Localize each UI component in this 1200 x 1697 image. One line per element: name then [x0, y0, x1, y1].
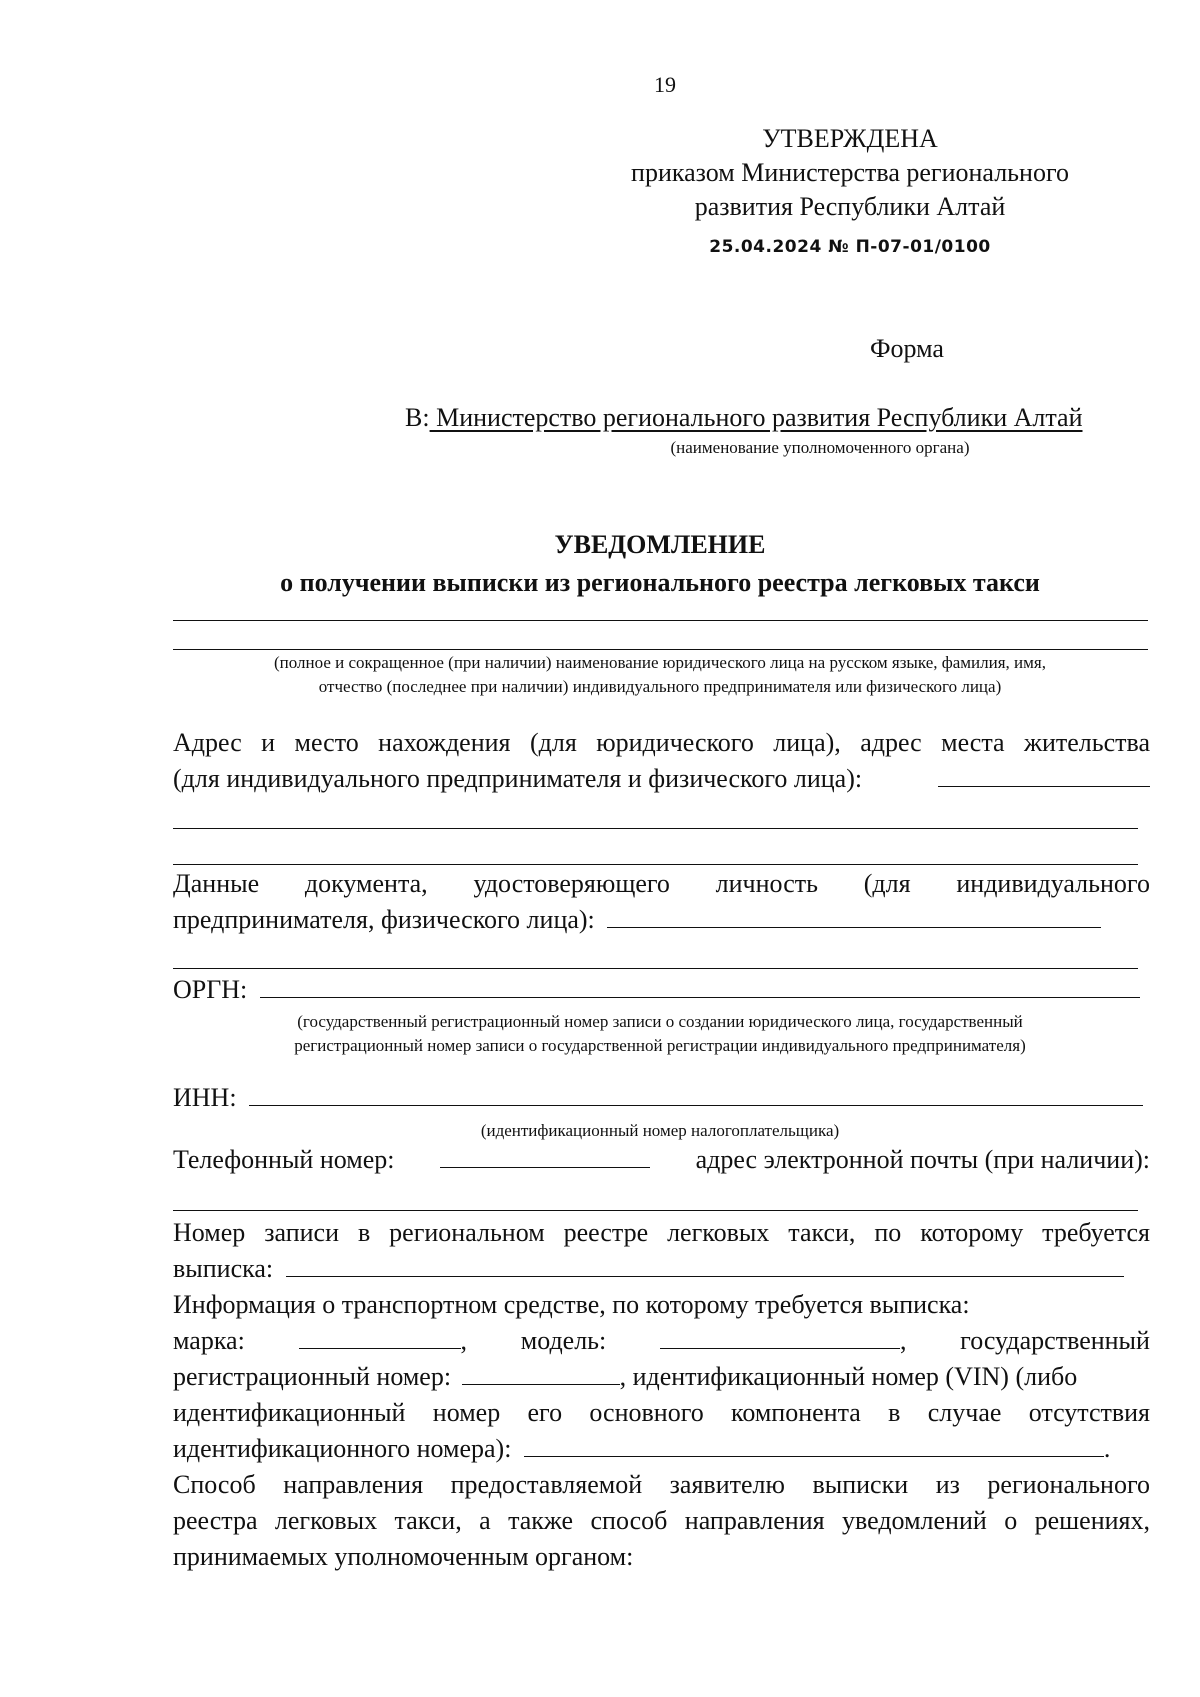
phone-label: Телефонный номер:: [173, 1145, 395, 1174]
registry-record-block: [173, 1215, 1150, 1287]
page-number: 19: [654, 72, 676, 97]
word: документа,: [304, 869, 428, 898]
address-line-extra-1[interactable]: [173, 828, 1138, 829]
applicant-name-line-1[interactable]: [173, 620, 1148, 621]
recipient-hint: (наименование уполномоченного органа): [670, 438, 970, 457]
title-main: УВЕДОМЛЕНИЕ: [554, 530, 766, 559]
model-field[interactable]: [660, 1326, 900, 1349]
inn-row: [173, 1080, 1150, 1116]
applicant-hint: [170, 651, 1150, 699]
model-label: модель:: [520, 1326, 607, 1355]
form-label: Форма: [870, 334, 944, 363]
approval-order-number: 25.04.2024 № П-07-01/0100: [709, 237, 991, 257]
address-line-1: Адрес и место нахождения (для юридического лица), адрес места жительства: [173, 728, 1150, 757]
period: .: [1103, 1434, 1111, 1463]
approval-stamp: [560, 122, 1140, 264]
ogrn-hint-line-2: регистрационный номер записи о государственной регистрации индивидуального предпринимателя): [294, 1036, 1026, 1055]
registry-record-field[interactable]: [286, 1254, 1124, 1277]
registry-record-line-1: Номер записи в региональном реестре легковых такси, по которому требуется: [173, 1218, 1150, 1247]
inn-field[interactable]: [249, 1083, 1143, 1106]
vehicle-make-model-line: [173, 1323, 1150, 1359]
ogrn-hint-line-1: (государственный регистрационный номер записи о создании юридического лица, государственный: [297, 1012, 1023, 1031]
word: удостоверяющего: [473, 869, 670, 898]
id-document-line-extra[interactable]: [173, 968, 1138, 969]
contacts-row: [173, 1142, 1150, 1178]
document-title: [170, 526, 1150, 602]
address-field[interactable]: [938, 764, 1150, 787]
ogrn-label: ОРГН:: [173, 975, 248, 1004]
id-document-field[interactable]: [607, 905, 1101, 928]
word: Данные: [173, 869, 260, 898]
ogrn-field[interactable]: [260, 975, 1140, 998]
registry-record-line-2: [173, 1251, 1150, 1287]
id-document-line-1: [173, 866, 1150, 902]
address-line-extra-2[interactable]: [173, 864, 1138, 865]
applicant-hint-line-1: (полное и сокращенное (при наличии) наименование юридического лица на русском языке, фамилия, имя,: [274, 653, 1046, 672]
make-field[interactable]: [299, 1326, 461, 1349]
make-label: марка:: [173, 1326, 245, 1355]
recipient-line: [405, 403, 1083, 433]
delivery-line-2: реестра легковых такси, а также способ направления уведомлений о решениях,: [173, 1506, 1150, 1535]
approval-line-2: приказом Министерства регионального: [631, 158, 1069, 187]
delivery-line-3: принимаемых уполномоченным органом:: [173, 1542, 634, 1571]
comma: ,: [899, 1326, 907, 1355]
title-subtitle: о получении выписки из регионального реестра легковых такси: [280, 568, 1040, 597]
applicant-name-line-2[interactable]: [173, 649, 1148, 650]
recipient-prefix: В:: [405, 403, 430, 432]
make-group: [299, 1323, 468, 1359]
ogrn-hint: [170, 1010, 1150, 1058]
word: личность: [715, 869, 818, 898]
delivery-block: [173, 1467, 1150, 1575]
registry-record-label: выписка:: [173, 1254, 274, 1283]
delivery-line-1: Способ направления предоставляемой заявителю выписки из регионального: [173, 1470, 1150, 1499]
comma: ,: [460, 1326, 468, 1355]
vin-alt-line: идентификационный номер его основного компонента в случае отсутствия: [173, 1398, 1150, 1427]
model-group: [660, 1323, 907, 1359]
email-label: адрес электронной почты (при наличии):: [695, 1145, 1150, 1174]
address-block: [173, 725, 1150, 797]
ogrn-row: [173, 972, 1150, 1008]
id-document-label: предпринимателя, физического лица):: [173, 905, 595, 934]
vehicle-block: [173, 1287, 1150, 1467]
reg-number-field[interactable]: [462, 1362, 620, 1385]
phone-field[interactable]: [440, 1145, 650, 1168]
inn-label: ИНН:: [173, 1083, 237, 1112]
vin-line: [173, 1431, 1150, 1467]
state-word: государственный: [960, 1326, 1150, 1355]
id-document-line-2: [173, 902, 1150, 938]
email-field[interactable]: [173, 1210, 1138, 1211]
word: (для: [863, 869, 911, 898]
address-label: (для индивидуального предпринимателя и физического лица):: [173, 764, 863, 793]
reg-number-label: регистрационный номер:: [173, 1362, 452, 1391]
approval-line-3: развития Республики Алтай: [694, 192, 1006, 221]
contacts-line: [173, 1142, 1150, 1178]
vehicle-reg-line: [173, 1359, 1150, 1395]
word: индивидуального: [956, 869, 1150, 898]
address-line-2: [173, 761, 1150, 797]
recipient-name: Министерство регионального развития Республики Алтай: [429, 403, 1083, 432]
inn-hint: (идентификационный номер налогоплательщика): [480, 1121, 840, 1140]
id-document-block: [173, 866, 1150, 938]
vin-alt-label: идентификационного номера):: [173, 1434, 512, 1463]
vin-label: , идентификационный номер (VIN) (либо: [619, 1362, 1078, 1391]
vin-field[interactable]: [524, 1434, 1104, 1457]
applicant-hint-line-2: отчество (последнее при наличии) индивидуального предпринимателя или физического лица): [318, 677, 1002, 696]
approval-title: УТВЕРЖДЕНА: [762, 124, 938, 153]
vehicle-intro: Информация о транспортном средстве, по которому требуется выписка:: [173, 1290, 970, 1319]
